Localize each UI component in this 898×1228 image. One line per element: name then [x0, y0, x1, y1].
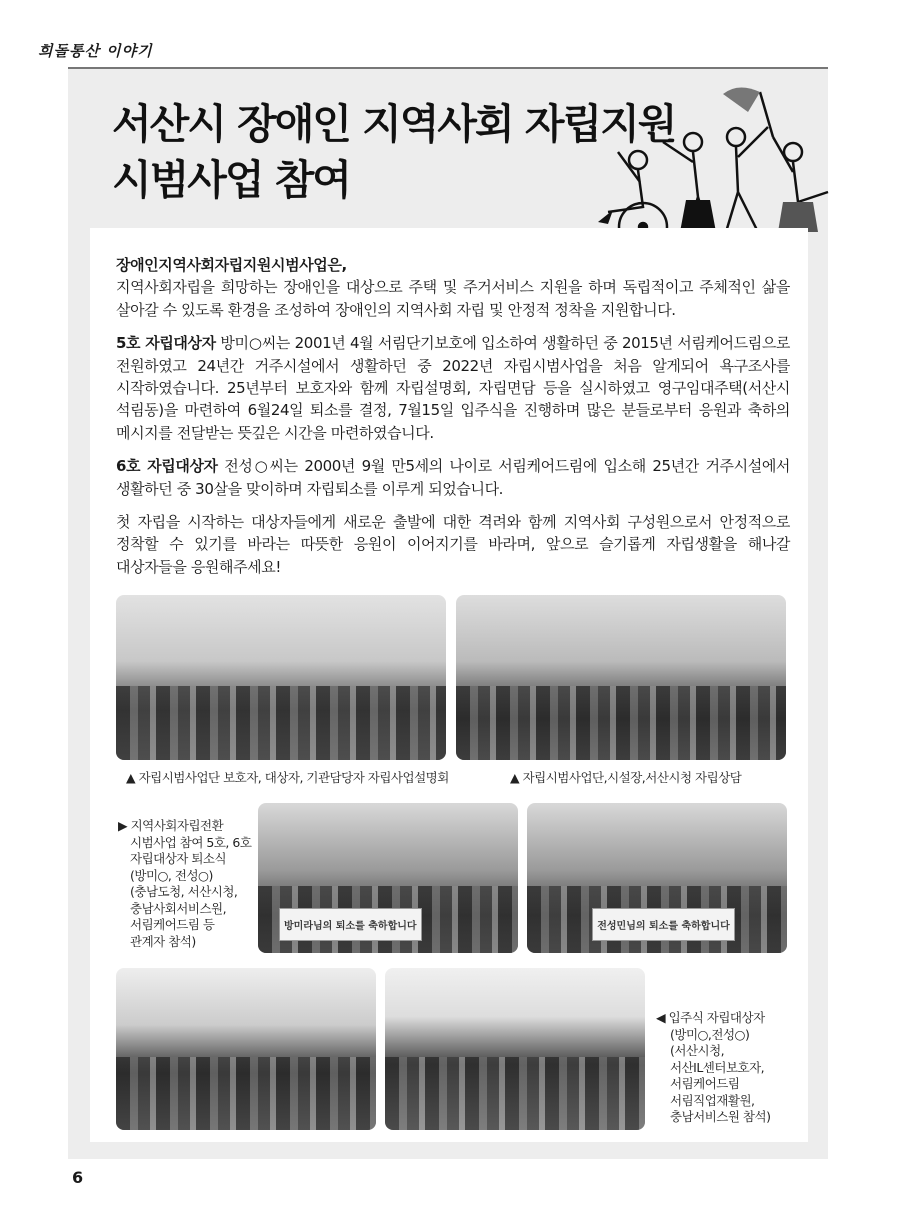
caption-consultation: ▲ 자립시범사업단,시설장,서산시청 자립상담 — [510, 770, 742, 785]
subject5-paragraph — [116, 332, 790, 444]
caption-briefing-session: ▲ 자립시범사업단 보호자, 대상자, 기관담당자 자립사업설명회 — [126, 770, 449, 785]
section-tag: 희돌통산 이야기 — [38, 42, 153, 60]
caption-line: 서산IL센터보호자, — [670, 1059, 765, 1075]
caption-housewarming — [656, 1010, 770, 1126]
subject5-text: 방미○씨는 2001년 4월 서림단기보호에 입소하여 생활하던 중 2015년 서림케어드림으로 전원하였고 24년간 거주시설에서 생활하던 중 2022년 자립시범사업을 처음 알게되어 욕구조사를 시작하였습니다. 25년부터 보호자와 함께 자립설명회, 자립면담 등을 실시하였고 영구임대주택(서산시 석림동)을 마련하여 6월24일 퇴소를 결정, 7월15일 입주식을 진행하며 많은 분들로부터 응원과 축하의 메시지를 전달받는 뜻깊은 시간을 마련하였습니다. — [116, 334, 790, 442]
caption-line: (충남도청, 서산시청, — [130, 884, 238, 899]
caption-discharge-ceremony — [118, 818, 251, 950]
photo-housewarming-group-2 — [385, 968, 645, 1130]
caption-line: ◀ 입주식 자립대상자 — [656, 1010, 765, 1025]
photo-briefing-session — [116, 595, 446, 760]
photo-consultation-meeting — [456, 595, 786, 760]
caption-line: (방미○,전성○) — [670, 1026, 750, 1042]
title-line-1: 서산시 장애인 지역사회 자립지원 — [112, 100, 676, 148]
intro-text: 지역사회자립을 희망하는 장애인을 대상으로 주택 및 주거서비스 지원을 하며 독립적이고 주체적인 삶을 살아갈 수 있도록 환경을 조성하여 장애인의 지역사회 자립 및 안정적 정착을 지원합니다. — [116, 278, 790, 319]
caption-line: (방미○, 전성○) — [130, 867, 213, 883]
subject6-text: 전성○씨는 2000년 9월 만5세의 나이로 서림케어드림에 입소해 25년간 거주시설에서 생활하던 중 30살을 맞이하며 자립퇴소를 이루게 되었습니다. — [116, 457, 790, 498]
banner-text: 전성민님의 퇴소를 축하합니다 — [592, 908, 735, 941]
photo-housewarming-group-1 — [116, 968, 376, 1130]
title-line-2: 시범사업 참여 — [112, 156, 350, 204]
article-body — [116, 254, 790, 589]
caption-line: 서림케어드림 등 — [130, 917, 215, 932]
caption-line: 자립대상자 퇴소식 — [130, 851, 227, 866]
page-number: 6 — [72, 1168, 84, 1187]
closing-paragraph: 첫 자립을 시작하는 대상자들에게 새로운 출발에 대한 격려와 함께 지역사회 구성원으로서 안정적으로 정착할 수 있기를 바라는 따뜻한 응원이 이어지기를 바라며, 앞으로 슬기롭게 자립생활을 해나갈 대상자들을 응원해주세요! — [116, 513, 790, 576]
photo-discharge-ceremony-5 — [258, 803, 518, 953]
caption-line: ▶ 지역사회자립전환 — [118, 818, 224, 833]
caption-line: 충남사회서비스원, — [130, 900, 227, 916]
intro-paragraph — [116, 254, 790, 321]
caption-line: 관계자 참석) — [130, 933, 196, 949]
subject5-label: 5호 자립대상자 — [116, 334, 216, 353]
intro-heading: 장애인지역사회자립지원시범사업은, — [116, 256, 347, 274]
subject6-label: 6호 자립대상자 — [116, 457, 218, 476]
caption-line: (서산시청, — [670, 1043, 725, 1058]
caption-line: 서림케어드림 — [670, 1076, 740, 1091]
caption-line: 충남서비스원 참석) — [670, 1109, 771, 1124]
caption-line: 시범사업 참여 5호, 6호 — [130, 834, 252, 850]
banner-text: 방미라님의 퇴소를 축하합니다 — [279, 908, 422, 941]
photo-discharge-ceremony-6 — [527, 803, 787, 953]
subject6-paragraph — [116, 455, 790, 500]
caption-line: 서림직업재활원, — [670, 1092, 755, 1108]
